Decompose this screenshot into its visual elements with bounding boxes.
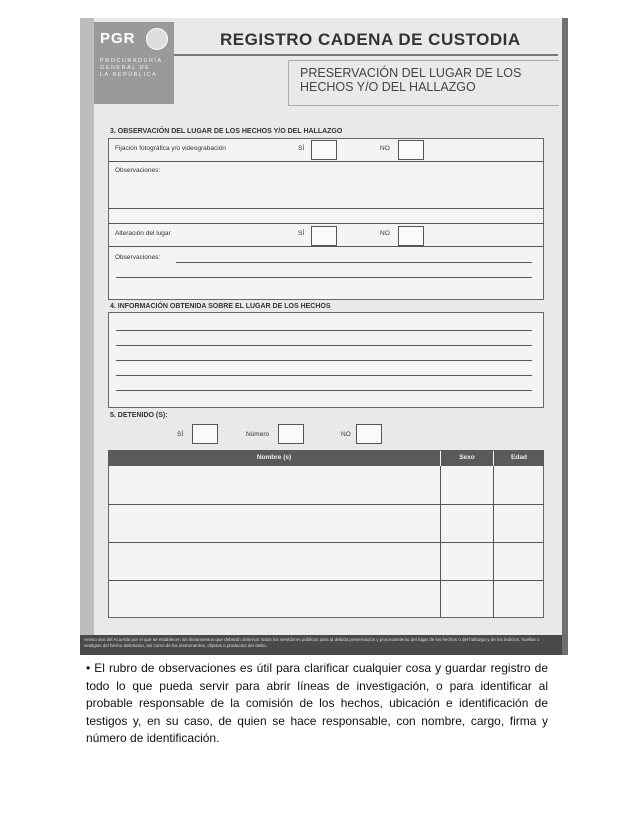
section-3-title: 3. OBSERVACIÓN DEL LUGAR DE LOS HECHOS Y/O DEL HALLAZGO bbox=[110, 128, 343, 135]
alteracion-no-checkbox[interactable] bbox=[398, 226, 424, 246]
detenido-no-label: NO bbox=[341, 431, 351, 438]
detenidos-table bbox=[108, 450, 544, 618]
section-4-title: 4. INFORMACIÓN OBTENIDA SOBRE EL LUGAR DE LOS HECHOS bbox=[110, 303, 331, 310]
alteracion-si-label: SÍ bbox=[298, 230, 305, 237]
fijacion-no-label: NO bbox=[380, 145, 390, 152]
explanatory-paragraph: • El rubro de observaciones es útil para clarificar cualquier cosa y guardar registro de todo lo que pueda servir para abrir líneas de investigación, o para identificar al probable responsable de la comisión de los hechos, ubicación e identificación de testigos y, en su caso, de quien se hace responsable, con nombre, cargo, firma y número de identificación. bbox=[86, 661, 548, 745]
table-row-divider bbox=[108, 542, 544, 543]
alteracion-label: Alteración del lugar bbox=[115, 230, 171, 237]
write-line[interactable] bbox=[116, 375, 532, 376]
write-line[interactable] bbox=[116, 390, 532, 391]
fijacion-no-checkbox[interactable] bbox=[398, 140, 424, 160]
row-divider bbox=[108, 161, 544, 162]
footer-band bbox=[80, 635, 562, 655]
detenido-no-checkbox[interactable] bbox=[356, 424, 382, 444]
scanned-form bbox=[80, 18, 568, 655]
row-divider bbox=[108, 246, 544, 247]
pgr-logo-text: PGR bbox=[100, 30, 136, 47]
section-5-title: 5. DETENIDO (S): bbox=[110, 412, 168, 419]
column-header-sexo: Sexo bbox=[441, 450, 493, 466]
write-line[interactable] bbox=[116, 277, 532, 278]
alteracion-no-label: NO bbox=[380, 230, 390, 237]
footer-text: Anexo dos del Acuerdo por el que se establecen los lineamientos que deberán observar todos los servidores públicos para la debida preservación y procesamiento del lugar de los hechos o del hallazgo y de los indicios, huellas o vestigios del hecho delictuoso, así como de los instrumentos, objetos o productos del delito. bbox=[84, 637, 540, 648]
column-header-edad: Edad bbox=[494, 450, 544, 466]
detenido-si-checkbox[interactable] bbox=[192, 424, 218, 444]
national-seal-icon bbox=[146, 28, 168, 50]
detenido-numero-label: Número bbox=[246, 431, 270, 438]
fijacion-si-checkbox[interactable] bbox=[311, 140, 337, 160]
table-row-divider bbox=[108, 504, 544, 505]
observaciones-label: Observaciones: bbox=[115, 167, 161, 174]
scan-edge-strip bbox=[80, 18, 94, 655]
detenido-numero-field[interactable] bbox=[278, 424, 304, 444]
alteracion-si-checkbox[interactable] bbox=[311, 226, 337, 246]
form-title: REGISTRO CADENA DE CUSTODIA bbox=[220, 30, 521, 49]
write-line[interactable] bbox=[176, 262, 532, 263]
detenido-si-label: SÍ bbox=[177, 431, 184, 438]
section-3-box bbox=[108, 138, 544, 300]
row-divider bbox=[108, 223, 544, 224]
header-divider bbox=[174, 54, 558, 56]
form-subtitle: PRESERVACIÓN DEL LUGAR DE LOS HECHOS Y/O DEL HALLAZGO bbox=[300, 66, 522, 94]
fijacion-si-label: SÍ bbox=[298, 145, 305, 152]
observaciones2-label: Observaciones: bbox=[115, 254, 161, 261]
row-divider bbox=[108, 208, 544, 209]
write-line[interactable] bbox=[116, 360, 532, 361]
fijacion-label: Fijación fotográfica y/o videograbación bbox=[115, 145, 226, 152]
write-line[interactable] bbox=[116, 330, 532, 331]
agency-name: PROCURADURÍA GENERAL DE LA REPÚBLICA bbox=[100, 58, 163, 78]
table-row-divider bbox=[108, 580, 544, 581]
column-header-nombre: Nombre (s) bbox=[108, 450, 440, 466]
write-line[interactable] bbox=[116, 345, 532, 346]
pgr-logo-box bbox=[94, 22, 174, 104]
